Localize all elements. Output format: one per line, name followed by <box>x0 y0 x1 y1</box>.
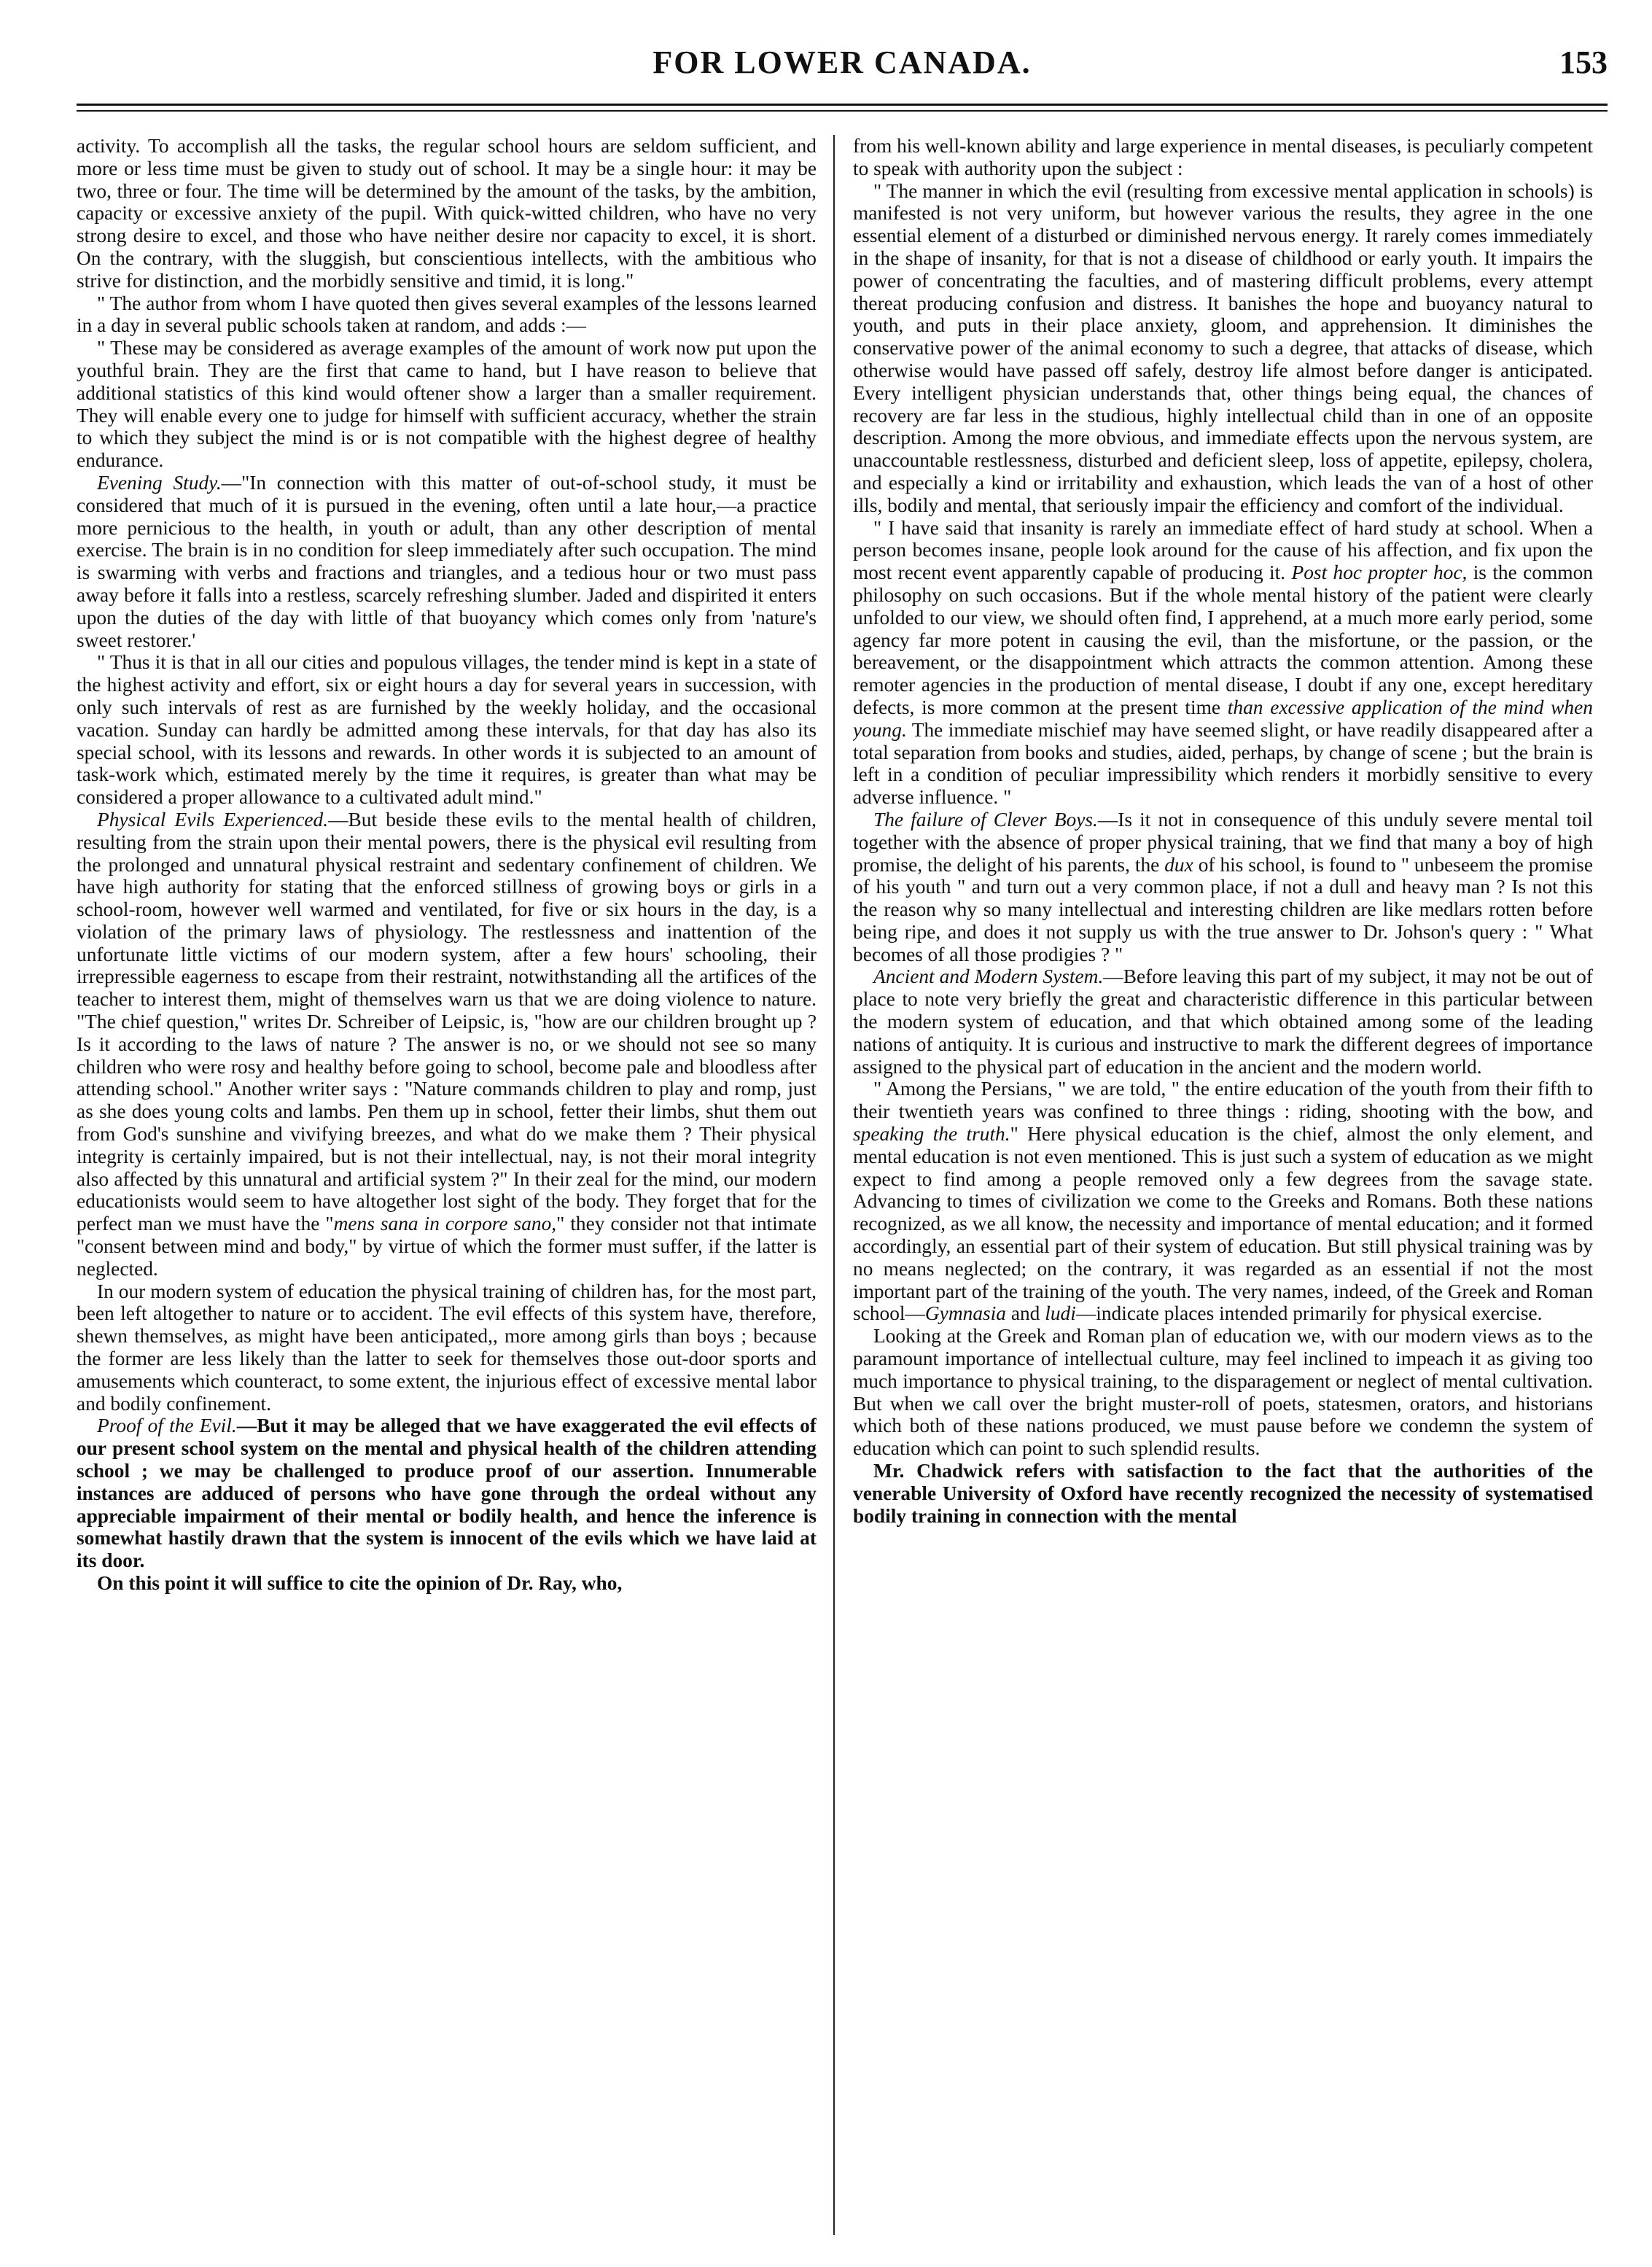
paragraph: " The author from whom I have quoted then gives several examples of the lessons learned in a day in several public schools taken at random, and adds :— <box>77 292 817 337</box>
latin-word: dux <box>1164 853 1193 876</box>
section-heading: The failure of Clever Boys. <box>873 808 1098 831</box>
paragraph <box>853 1078 1593 1325</box>
paragraph-text: —Before leaving this part of my subject, it may not be out of place to note very briefly the great and characteristic difference in this particular between the modern system of education, and that which obtained among some of the leading nations of antiquity. It is curious and instructive to mark the different degrees of importance assigned to the physical part of education in the ancient and the modern world. <box>853 965 1593 1078</box>
paragraph: In our modern system of education the physical training of children has, for the most part, been left altogether to nature or to accident. The evil effects of this system have, therefore, shewn themselves, as might have been anticipated,, more among girls than boys ; because the former are less likely than the latter to seek for themselves those out-door sports and amusements which counteract, to some extent, the injurious effect of excessive mental labor and bodily confinement. <box>77 1280 817 1415</box>
left-column <box>77 135 817 2235</box>
paragraph-text: " I have said that insanity is rarely an immediate effect of hard study at school. When a person becomes insane, people look around for the cause of his affection, and fix upon the most recent event apparently capable of producing it. <box>853 516 1593 584</box>
paragraph-text: " Here physical education is the chief, almost the only element, and mental education is not even mentioned. This is just such a system of education as we might expect to find among a people removed only a few degrees from the savage state. Advancing to times of civilization we come to the Greeks and Romans. Both these nations recognized, as we all know, the necessity and importance of mental education; and it formed accordingly, an essential part of their system of education. But still physical training was by no means neglected; on the contrary, it was regarded as an essential if not the most important part of the training of the youth. The very names, indeed, of the Greek and Roman school— <box>853 1123 1593 1325</box>
paragraph: from his well-known ability and large experience in mental diseases, is peculiarly competent to speak with authority upon the subject : <box>853 135 1593 179</box>
paragraph <box>77 472 817 651</box>
paragraph <box>853 809 1593 966</box>
paragraph: " These may be considered as average examples of the amount of work now put upon the youthful brain. They are the first that came to hand, but I have reason to believe that additional statistics of this kind would oftener show a larger than a smaller requirement. They will enable every one to judge for himself with sufficient accuracy, whether the strain to which they subject the mind is or is not compatible with the highest degree of healthy endurance. <box>77 337 817 472</box>
paragraph-text: —But beside these evils to the mental health of children, resulting from the strain upon their mental powers, there is the physical evil resulting from the prolonged and unnatural physical restraint and sedentary confinement of children. We have high authority for stating that the enforced stillness of growing boys or girls in a school-room, however well warmed and ventilated, for five or six hours in the day, is a violation of the primary laws of physiology. The restlessness and inattention of the unfortunate little victims of our modern system, after a few hours' schooling, their irrepressible eagerness to escape from their restraint, notwithstanding all the artifices of the teacher to interest them, might of themselves warn us that we are doing violence to nature. "The chief question," writes Dr. Schreiber of Leipsic, is, "how are our children brought up ? Is it according to the laws of nature ? The answer is no, or we should not see so many children who were rosy and healthy before going to school, become pale and bloodless after attending school." Another writer says : "Nature commands children to play and romp, just as she does young colts and lambs. Pen them up in school, fetter their limbs, shut them out from God's sunshine and vivifying breezes, and what do we make them ? Their physical integrity is certainly impaired, but is not their intellectual, nay, is not their moral integrity also affected by this unnatural and artificial system ?" In their zeal for the mind, our modern educationists would seem to have altogether lost sight of the body. They forget that for the perfect man we must have the " <box>77 808 817 1235</box>
paragraph-text: " they consider not that intimate "consent between mind and body," by virtue of which the former must suffer, if the latter is neglected. <box>77 1213 817 1280</box>
header-rule-thin <box>77 110 1608 112</box>
paragraph-text: and <box>1005 1302 1045 1325</box>
emphasis-phrase: than excessive application of the mind when young. <box>853 696 1593 741</box>
paragraph-text: The immediate mischief may have seemed slight, or have readily disappeared after a total separation from books and studies, aided, perhaps, by change of scene ; but the brain is left in a condition of peculiar impressibility which renders it morbidly sensitive to every adverse influence. " <box>853 718 1593 809</box>
paragraph: activity. To accomplish all the tasks, the regular school hours are seldom sufficient, and more or less time must be given to study out of school. It may be a single hour: it may be two, three or four. The time will be determined by the amount of the tasks, by the ambition, capacity or excessive anxiety of the pupil. With quick-witted children, who have no very strong desire to excel, and those who have neither desire nor capacity to excel, it is short. On the contrary, with the sluggish, but conscientious intellects, with the ambitious who strive for distinction, and the morbidly sensitive and timid, it is long." <box>77 135 817 292</box>
section-heading: Evening Study. <box>97 471 222 494</box>
latin-word: Gymnasia <box>924 1302 1006 1325</box>
paragraph-text: is the common philosophy on such occasions. But if the whole mental history of the patient were clearly unfolded to our view, we should often find, I apprehend, at a much more early period, some agency far more potent in causing the evil, than the misfortune, or the passion, or the bereavement, or the disappointment which attracts the common attention. Among these remoter agencies in the production of mental disease, I doubt if any one, except hereditary defects, is more common at the present time <box>853 561 1593 718</box>
emphasis-phrase: speaking the truth. <box>853 1123 1010 1146</box>
page-number: 153 <box>1559 44 1608 80</box>
paragraph-text: —indicate places intended primarily for physical exercise. <box>1075 1302 1543 1325</box>
header-rule-thick <box>77 104 1608 106</box>
paragraph <box>853 965 1593 1078</box>
section-heading: Proof of the Evil. <box>97 1415 237 1437</box>
latin-word: ludi <box>1045 1302 1076 1325</box>
paragraph: Mr. Chadwick refers with satisfaction to the fact that the authorities of the venerable University of Oxford have recently recognized the necessity of systematised bodily training in connection with the mental <box>853 1460 1593 1527</box>
paragraph <box>77 1415 817 1572</box>
header-title: FOR LOWER CANADA. <box>652 44 1032 80</box>
paragraph <box>77 809 817 1280</box>
running-header <box>77 44 1608 95</box>
section-heading: Ancient and Modern System. <box>873 965 1104 988</box>
paragraph: " The manner in which the evil (resulting from excessive mental application in schools) is manifested is not very uniform, but however various the results, they agree in the one essential element of a disturbed or diminished nervous energy. It rarely comes immediately in the shape of insanity, for that is not a disease of childhood or early youth. It impairs the power of concentrating the faculties, and of mastering difficult problems, every attempt thereat producing confusion and distress. It banishes the hope and buoyancy natural to youth, and puts in their place anxiety, gloom, and apprehension. It diminishes the conservative power of the animal economy to such a degree, that attacks of disease, which otherwise would have passed off safely, destroy life almost before danger is anticipated. Every intelligent physician understands that, other things being equal, the chances of recovery are far less in the studious, highly intellectual child than in one of an opposite description. Among the more obvious, and immediate effects upon the nervous system, are unaccountable restlessness, disturbed and deficient sleep, loss of appetite, epilepsy, cholera, and especially a kind or irritability and exhaustion, which leads the van of a host of other ills, bodily and mental, that seriously impair the efficiency and comfort of the individual. <box>853 179 1593 516</box>
paragraph-text: of his school, is found to " unbeseem the promise of his youth " and turn out a very common place, if not a dull and heavy man ? Is not this the reason why so many intellectual and interesting children are like medlars rotten before being ripe, and does it not supply us with the true answer to Dr. Johson's query : " What becomes of all those prodigies ? " <box>853 853 1593 965</box>
paragraph-text: —"In connection with this matter of out-of-school study, it must be considered that much of it is pursued in the evening, often until a late hour,—a practice more pernicious to the health, in youth or adult, than any other description of mental exercise. The brain is in no condition for sleep immediately after such occupation. The mind is swarming with verbs and fractions and triangles, and a tedious hour or two must pass away before it falls into a restless, scarcely refreshing slumber. Jaded and dispirited it enters upon the duties of the day with little of that buoyancy which comes only from 'nature's sweet restorer.' <box>77 471 817 651</box>
paragraph <box>853 517 1593 809</box>
paragraph: On this point it will suffice to cite the opinion of Dr. Ray, who, <box>97 1572 623 1594</box>
paragraph-text: " Among the Persians, " we are told, " the entire education of the youth from their fifth to their twentieth years was confined to three things : riding, shooting with the bow, and <box>853 1078 1593 1123</box>
latin-phrase: mens sana in corpore sano, <box>333 1213 557 1235</box>
latin-phrase: Post hoc propter hoc, <box>1291 561 1468 584</box>
section-heading: Physical Evils Experienced. <box>97 808 329 831</box>
paragraph: " Thus it is that in all our cities and populous villages, the tender mind is kept in a state of the highest activity and effort, six or eight hours a day for several years in succession, with only such intervals of rest as are furnished by the weekly holiday, and the occasional vacation. Sunday can hardly be admitted among these intervals, for that day has also its special school, with its lessons and rewards. In other words it is subjected to an amount of task-work which, estimated merely by the time it requires, is greater than what may be considered a proper allowance to a cultivated adult mind." <box>77 651 817 809</box>
right-column <box>853 135 1593 2235</box>
column-divider <box>833 135 835 2235</box>
paragraph-text: —But it may be alleged that we have exaggerated the evil effects of our present school system on the mental and physical health of the children attending school ; we may be challenged to produce proof of our assertion. Innumerable instances are adduced of persons who have gone through the ordeal without any appreciable impairment of their mental or bodily health, and hence the inference is somewhat hastily drawn that the system is innocent of the evils which we have laid at its door. <box>77 1415 817 1572</box>
paragraph-text: —Is it not in consequence of this unduly severe mental toil together with the absence of proper physical training, that we find that many a boy of high promise, the delight of his parents, the <box>853 808 1593 876</box>
paragraph: Looking at the Greek and Roman plan of education we, with our modern views as to the paramount importance of intellectual culture, may feel inclined to impeach it as giving too much importance to physical training, to the disparagement or neglect of mental cultivation. But when we call over the bright muster-roll of poets, statesmen, orators, and historians which both of these nations produced, we must pause before we condemn the system of education which can point to such splendid results. <box>853 1325 1593 1460</box>
